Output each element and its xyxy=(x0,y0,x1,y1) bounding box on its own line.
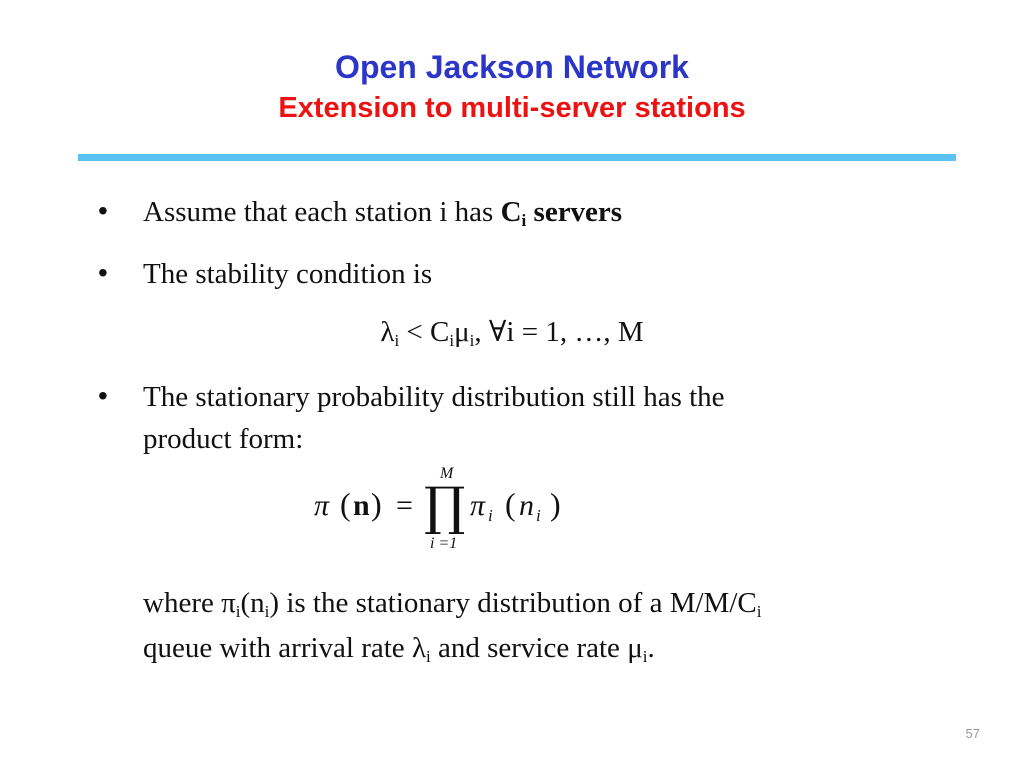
formula-equals: = xyxy=(396,489,413,522)
formula-n-sub-i: i xyxy=(536,506,541,525)
formula-close-paren-2: ) xyxy=(550,486,561,522)
bullet-1-plain: Assume that each station i has xyxy=(143,196,501,228)
where-pi-sub: i xyxy=(235,602,241,621)
arrival-rate-text: queue with arrival rate xyxy=(143,632,412,664)
where-line-1 xyxy=(143,582,761,624)
formula-pi-sub-i: i xyxy=(488,506,493,525)
service-mu: μ xyxy=(627,632,643,664)
where-word: where xyxy=(143,587,222,619)
product-lower-limit: i =1 xyxy=(430,535,458,552)
slide-subtitle: Extension to multi-server stations xyxy=(278,92,746,124)
where-line-2 xyxy=(143,627,655,669)
bullet-3-line-2: product form: xyxy=(143,423,304,455)
page-number: 57 xyxy=(965,726,980,741)
bullet-1-c-sub: i xyxy=(521,211,527,230)
title-divider xyxy=(78,154,956,161)
where-n-sub: i xyxy=(264,602,270,621)
bullet-1-text xyxy=(143,191,622,233)
where-pi: π xyxy=(221,587,236,619)
arrival-lambda-sub: i xyxy=(426,647,431,666)
formula-pi-i: π xyxy=(470,489,486,522)
service-mu-sub: i xyxy=(642,647,648,666)
where-paren-n: (n xyxy=(240,587,265,619)
bullet-1-c: C xyxy=(500,196,522,228)
product-form-formula xyxy=(300,458,620,558)
lambda-symbol: λ xyxy=(380,316,395,348)
arrival-lambda: λ xyxy=(411,632,426,664)
mu-symbol: μ xyxy=(454,316,470,348)
mu-sub: i xyxy=(469,331,475,350)
product-upper-limit: M xyxy=(440,465,454,482)
lambda-sub: i xyxy=(394,331,400,350)
formula-open-paren-2: ( xyxy=(505,486,516,522)
formula-open-paren: ( xyxy=(340,486,351,522)
service-rate-text: and service rate xyxy=(430,632,628,664)
forall-symbol: , ∀ xyxy=(474,316,507,348)
bullet-1-servers: servers xyxy=(526,196,623,228)
formula-pi: π xyxy=(314,489,330,522)
bullet-3-line-1: The stationary probability distribution still has the xyxy=(143,381,725,413)
where-c-sub: i xyxy=(756,602,762,621)
stability-condition xyxy=(0,312,1024,352)
formula-n-i: n xyxy=(519,489,534,522)
c-sub: i xyxy=(449,331,455,350)
slide-title: Open Jackson Network xyxy=(335,49,689,85)
bullet-2-text: The stability condition is xyxy=(143,258,433,290)
bullet-marker: • xyxy=(98,380,108,411)
where-description: is the stationary distribution of a M/M/C xyxy=(279,587,757,619)
period: . xyxy=(647,632,655,664)
formula-bold-n: n xyxy=(353,489,370,522)
bullet-marker: • xyxy=(98,195,108,226)
where-paren-close: ) xyxy=(269,587,280,619)
bullet-marker: • xyxy=(98,257,108,288)
less-than-c: < C xyxy=(399,316,450,348)
formula-close-paren: ) xyxy=(371,486,382,522)
product-symbol: ∏ xyxy=(424,477,466,537)
index-range: i = 1, …, M xyxy=(506,316,644,348)
